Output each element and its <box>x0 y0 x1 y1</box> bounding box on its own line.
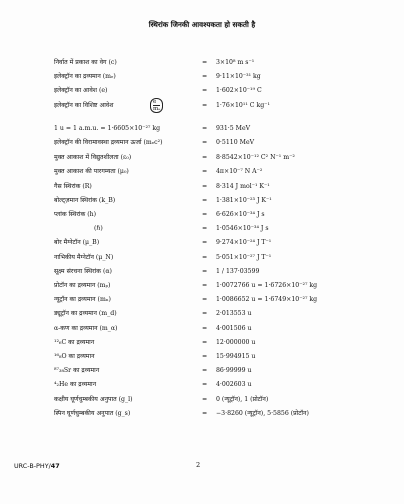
constant-value: 931·5 MeV <box>216 125 251 132</box>
constant-value: 2·013553 u <box>216 310 252 317</box>
equals-sign: = <box>202 73 208 80</box>
constant-label: ¹⁶₈O का द्रव्यमान <box>54 353 95 360</box>
constant-label: ⁸⁷₃₈Sr का द्रव्यमान <box>54 367 100 374</box>
constant-label: बोर मैग्नेटॉन (μ_B) <box>54 239 100 246</box>
paper-code-text: URC-B-PHY/ <box>14 462 51 470</box>
constant-value: 4·001506 u <box>216 325 252 332</box>
equals-sign: = <box>202 353 208 360</box>
constant-label: (ℏ) <box>94 225 103 232</box>
constant-value: 0 (न्यूट्रॉन), 1 (प्रोटॉन) <box>216 396 269 403</box>
specific-charge-fraction <box>150 98 163 113</box>
equals-sign: = <box>202 183 208 190</box>
equals-sign: = <box>202 87 208 94</box>
constant-label: सूक्ष्म संरचना स्थिरांक (α) <box>54 268 112 275</box>
constant-value: 15·994915 u <box>216 353 256 360</box>
constant-value: 4π×10⁻⁷ N A⁻² <box>216 168 263 175</box>
constant-value: 8·8542×10⁻¹² C² N⁻¹ m⁻² <box>216 154 295 161</box>
equals-sign: = <box>202 102 208 109</box>
constant-value: 6·626×10⁻³⁴ J s <box>216 211 265 218</box>
constant-label: गैस स्थिरांक (R) <box>54 183 92 190</box>
equals-sign: = <box>202 282 208 289</box>
equals-sign: = <box>202 367 208 374</box>
constant-value: 1·0072766 u = 1·6726×10⁻²⁷ kg <box>216 282 318 289</box>
constant-value: 1·76×10¹¹ C kg⁻¹ <box>216 102 270 109</box>
constant-value: 1·381×10⁻²³ J K⁻¹ <box>216 197 272 204</box>
page-title: स्थिरांक जिनकी आवश्यकता हो सकती है <box>148 20 256 29</box>
constant-label: प्लांक स्थिरांक (h) <box>54 211 97 218</box>
constant-label: ⁴₂He का द्रव्यमान <box>54 381 97 388</box>
constant-label: ड्यूट्रॉन का द्रव्यमान (m_d) <box>54 310 117 317</box>
constant-value: 4·002603 u <box>216 381 252 388</box>
equals-sign: = <box>202 154 208 161</box>
constant-label: मुक्त आकाश की पारगम्यता (μ₀) <box>54 168 129 175</box>
equals-sign: = <box>202 168 208 175</box>
constant-value: 1·0546×10⁻³⁴ J s <box>216 225 269 232</box>
equals-sign: = <box>202 296 208 303</box>
constant-label: इलेक्ट्रॉन का विशिष्ट आवेश <box>54 102 114 109</box>
constant-value: 86·99999 u <box>216 367 252 374</box>
constant-label: इलेक्ट्रॉन का आवेश (e) <box>54 87 108 94</box>
constant-label: प्रोटॉन का द्रव्यमान (mₚ) <box>54 282 111 289</box>
constant-value: 8·314 J mol⁻¹ K⁻¹ <box>216 183 270 190</box>
constant-value: 1·602×10⁻¹⁹ C <box>216 87 262 94</box>
equals-sign: = <box>202 125 208 132</box>
fraction-denominator: mₑ <box>153 106 161 112</box>
constant-value: 9·274×10⁻²⁴ J T⁻¹ <box>216 239 272 246</box>
equals-sign: = <box>202 254 208 261</box>
equals-sign: = <box>202 59 208 66</box>
constant-value: 0·5110 MeV <box>216 139 255 146</box>
equals-sign: = <box>202 381 208 388</box>
constant-label: इलेक्ट्रॉन का द्रव्यमान (mₑ) <box>54 73 116 80</box>
equals-sign: = <box>202 339 208 346</box>
constant-label: α-कण का द्रव्यमान (m_α) <box>54 325 118 332</box>
constant-label: स्पिन घूर्णचुम्बकीय अनुपात (g_s) <box>54 410 131 417</box>
equals-sign: = <box>202 396 208 403</box>
equals-sign: = <box>202 268 208 275</box>
paper-code-number: 47 <box>50 462 60 470</box>
constant-label: मुक्त आकाश में विद्युतशीलता (ε₀) <box>54 154 132 161</box>
constant-label: निर्वात में प्रकाश का वेग (c) <box>54 59 117 66</box>
constant-label: इलेक्ट्रॉन की विरामावस्था द्रव्यमान ऊर्जा (mₑc²) <box>54 139 163 146</box>
constant-value: −3·8260 (न्यूट्रॉन), 5·5856 (प्रोटॉन) <box>216 410 309 417</box>
constant-label: न्यूट्रॉन का द्रव्यमान (mₙ) <box>54 296 111 303</box>
equals-sign: = <box>202 239 208 246</box>
constant-label: बोल्ट्ज़मान स्थिरांक (k_B) <box>54 197 116 204</box>
equals-sign: = <box>202 197 208 204</box>
paper-code <box>14 462 60 470</box>
page-number: 2 <box>196 461 201 469</box>
equals-sign: = <box>202 325 208 332</box>
constant-label: कक्षीय घूर्णचुम्बकीय अनुपात (g_l) <box>54 396 133 403</box>
constant-value: 9·11×10⁻³¹ kg <box>216 73 261 80</box>
constant-value: 3×10⁸ m s⁻¹ <box>216 59 255 66</box>
constant-value: 1·0086652 u = 1·6749×10⁻²⁷ kg <box>216 296 318 303</box>
equals-sign: = <box>202 410 208 417</box>
equals-sign: = <box>202 225 208 232</box>
equals-sign: = <box>202 310 208 317</box>
constant-value: 12·000000 u <box>216 339 256 346</box>
constant-label: ¹²₆C का द्रव्यमान <box>54 339 95 346</box>
fraction-numerator: e <box>153 99 160 106</box>
constant-label: नाभिकीय मैग्नेटॉन (μ_N) <box>54 254 114 261</box>
constant-value: 5·051×10⁻²⁷ J T⁻¹ <box>216 254 272 261</box>
constant-value: 1 / 137·03599 <box>216 268 260 275</box>
equals-sign: = <box>202 139 208 146</box>
constant-label: 1 u = 1 a.m.u. = 1·6605×10⁻²⁷ kg <box>54 125 161 132</box>
equals-sign: = <box>202 211 208 218</box>
